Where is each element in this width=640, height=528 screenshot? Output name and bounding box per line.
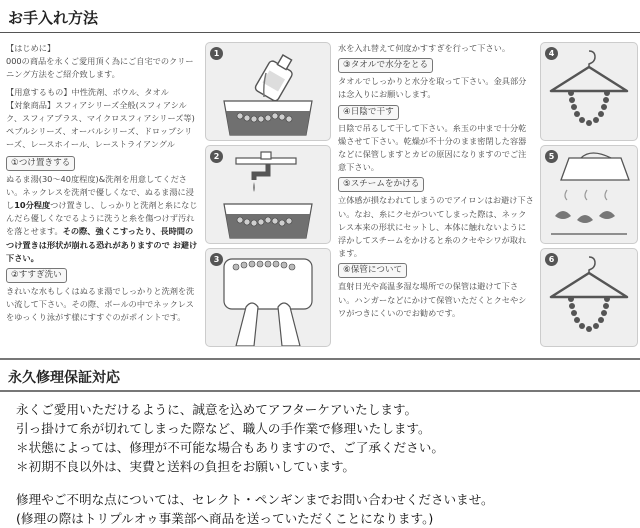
contact-line: (修理の際はトリプルオゥ事業部へ商品を送っていただくことになります。): [16, 511, 434, 526]
panel-number: 6: [545, 253, 558, 266]
step-4-label: ④日陰で干す: [338, 105, 399, 120]
tools-text: 【用意するもの】中性洗剤、ボウル、タオル: [6, 86, 169, 97]
warranty-title: 永久修理保証対応: [8, 370, 120, 386]
panel-number: 3: [210, 253, 223, 266]
step-5-text: 立体感が損なわれてしまうのでアイロンはお避け下さい。なお、糸にクセがついてしまった際は、ネックレス本来の形状にセットし、本体に触れないように浮かしてスチームをかけると糸のクセやシワが取れます。: [338, 195, 534, 259]
care-middle-column: [338, 42, 534, 320]
illustration-panel-2: [205, 145, 331, 244]
step-4-text: 日陰で吊るして干して下さい。糸玉の中まで十分乾燥させて下さい。乾燥が不十分のまま密閉した容器などに保管しますとカビの原因になりますのでご注意下さい。: [338, 122, 527, 173]
step-1-warning: その際、強くこすったり、長時間のつけ置きは形状が崩れる恐れがありますので お避け下さい。: [6, 226, 198, 263]
step-6-label: ⑥保管について: [338, 263, 407, 278]
panel-number: 5: [545, 150, 558, 163]
step-3-text: タオルでしっかりと水分を取って下さい。金具部分は念入りにお願いします。: [338, 76, 527, 100]
panel-number: 2: [210, 150, 223, 163]
detergent-pour-icon: [206, 43, 330, 140]
care-left-column: [6, 42, 200, 325]
step-1-label: ①つけ置きする: [6, 156, 75, 171]
step-2-continued-text: 水を入れ替えて何度かすすぎを行って下さい。: [338, 43, 511, 53]
contact-line: 修理やご不明な点については、セレクト・ペンギンまでお問い合わせくださいませ。: [16, 492, 494, 507]
step-1-text: ぬるま湯(30～40度程度)&洗剤を用意してください。ネックレスを洗剤で優しくなで、ぬるま湯に浸し10分程度つけ置きし、しっかりと洗剤と糸になじんだら優しくなでるように洗うと糸を傷つけず汚れを落とせます。その際、強くこすったり、長時間のつけ置きは形状が崩れる恐れがありますので お避け下さい。: [6, 173, 198, 263]
warranty-line: ＊状態によっては、修理が不可能な場合もありますので、ご了承ください。: [16, 440, 444, 455]
step-6-text: 直射日光や高温多湿な場所での保管は避けて下さい。ハンガーなどにかけて保管いただくとクセやシワがつきにくいのでお勧めです。: [338, 281, 527, 318]
illustration-panel-4: [540, 42, 638, 141]
warranty-line: ＊初期不良以外は、実費と送料の負担をお願いしています。: [16, 459, 356, 474]
warranty-header: [0, 358, 640, 392]
warranty-line: 引っ掛けて糸が切れてしまった際など、職人の手作業で修理いたします。: [16, 421, 431, 436]
warranty-line: 永くご愛用いただけるように、誠意を込めてアフターケアいたします。: [16, 402, 418, 417]
illustration-panel-3: [205, 248, 331, 347]
step-1-bold-duration: 10分程度: [14, 200, 51, 211]
panel-number: 4: [545, 47, 558, 60]
step-2-label: ②すすぎ洗い: [6, 268, 67, 283]
illustration-panel-5: [540, 145, 638, 244]
panel-number: 1: [210, 47, 223, 60]
targets-text: 【対象商品】スフィアシリーズ全般(スフィアシルク、スフィアプラス、マイクロスフィアシリーズ等)ペブルシリーズ、オーバルシリーズ、ドロップシリーズ、レースホイール、レーストライアングル: [6, 99, 195, 150]
care-title: お手入れ方法: [8, 9, 99, 27]
intro-text: 000の商品を永くご愛用頂く為にご自宅でのクリーニング方法をご紹介致します。: [6, 56, 194, 80]
step-3-label: ③タオルで水分をとる: [338, 58, 433, 73]
step-5-label: ⑤スチームをかける: [338, 177, 424, 192]
warranty-body: [16, 400, 636, 528]
intro-label: 【はじめに】: [6, 43, 56, 53]
step-2-text: きれいな水もしくはぬるま湯でしっかりと洗剤を洗い流して下さい。その際、ボールの中でネックレスをゆっくり泳がす様にすすぐのがポイントです。: [6, 286, 195, 323]
illustration-panel-1: [205, 42, 331, 141]
care-header: [0, 0, 640, 33]
towel-dry-icon: [206, 249, 330, 346]
faucet-rinse-icon: [206, 146, 330, 243]
illustration-panel-6: [540, 248, 638, 347]
